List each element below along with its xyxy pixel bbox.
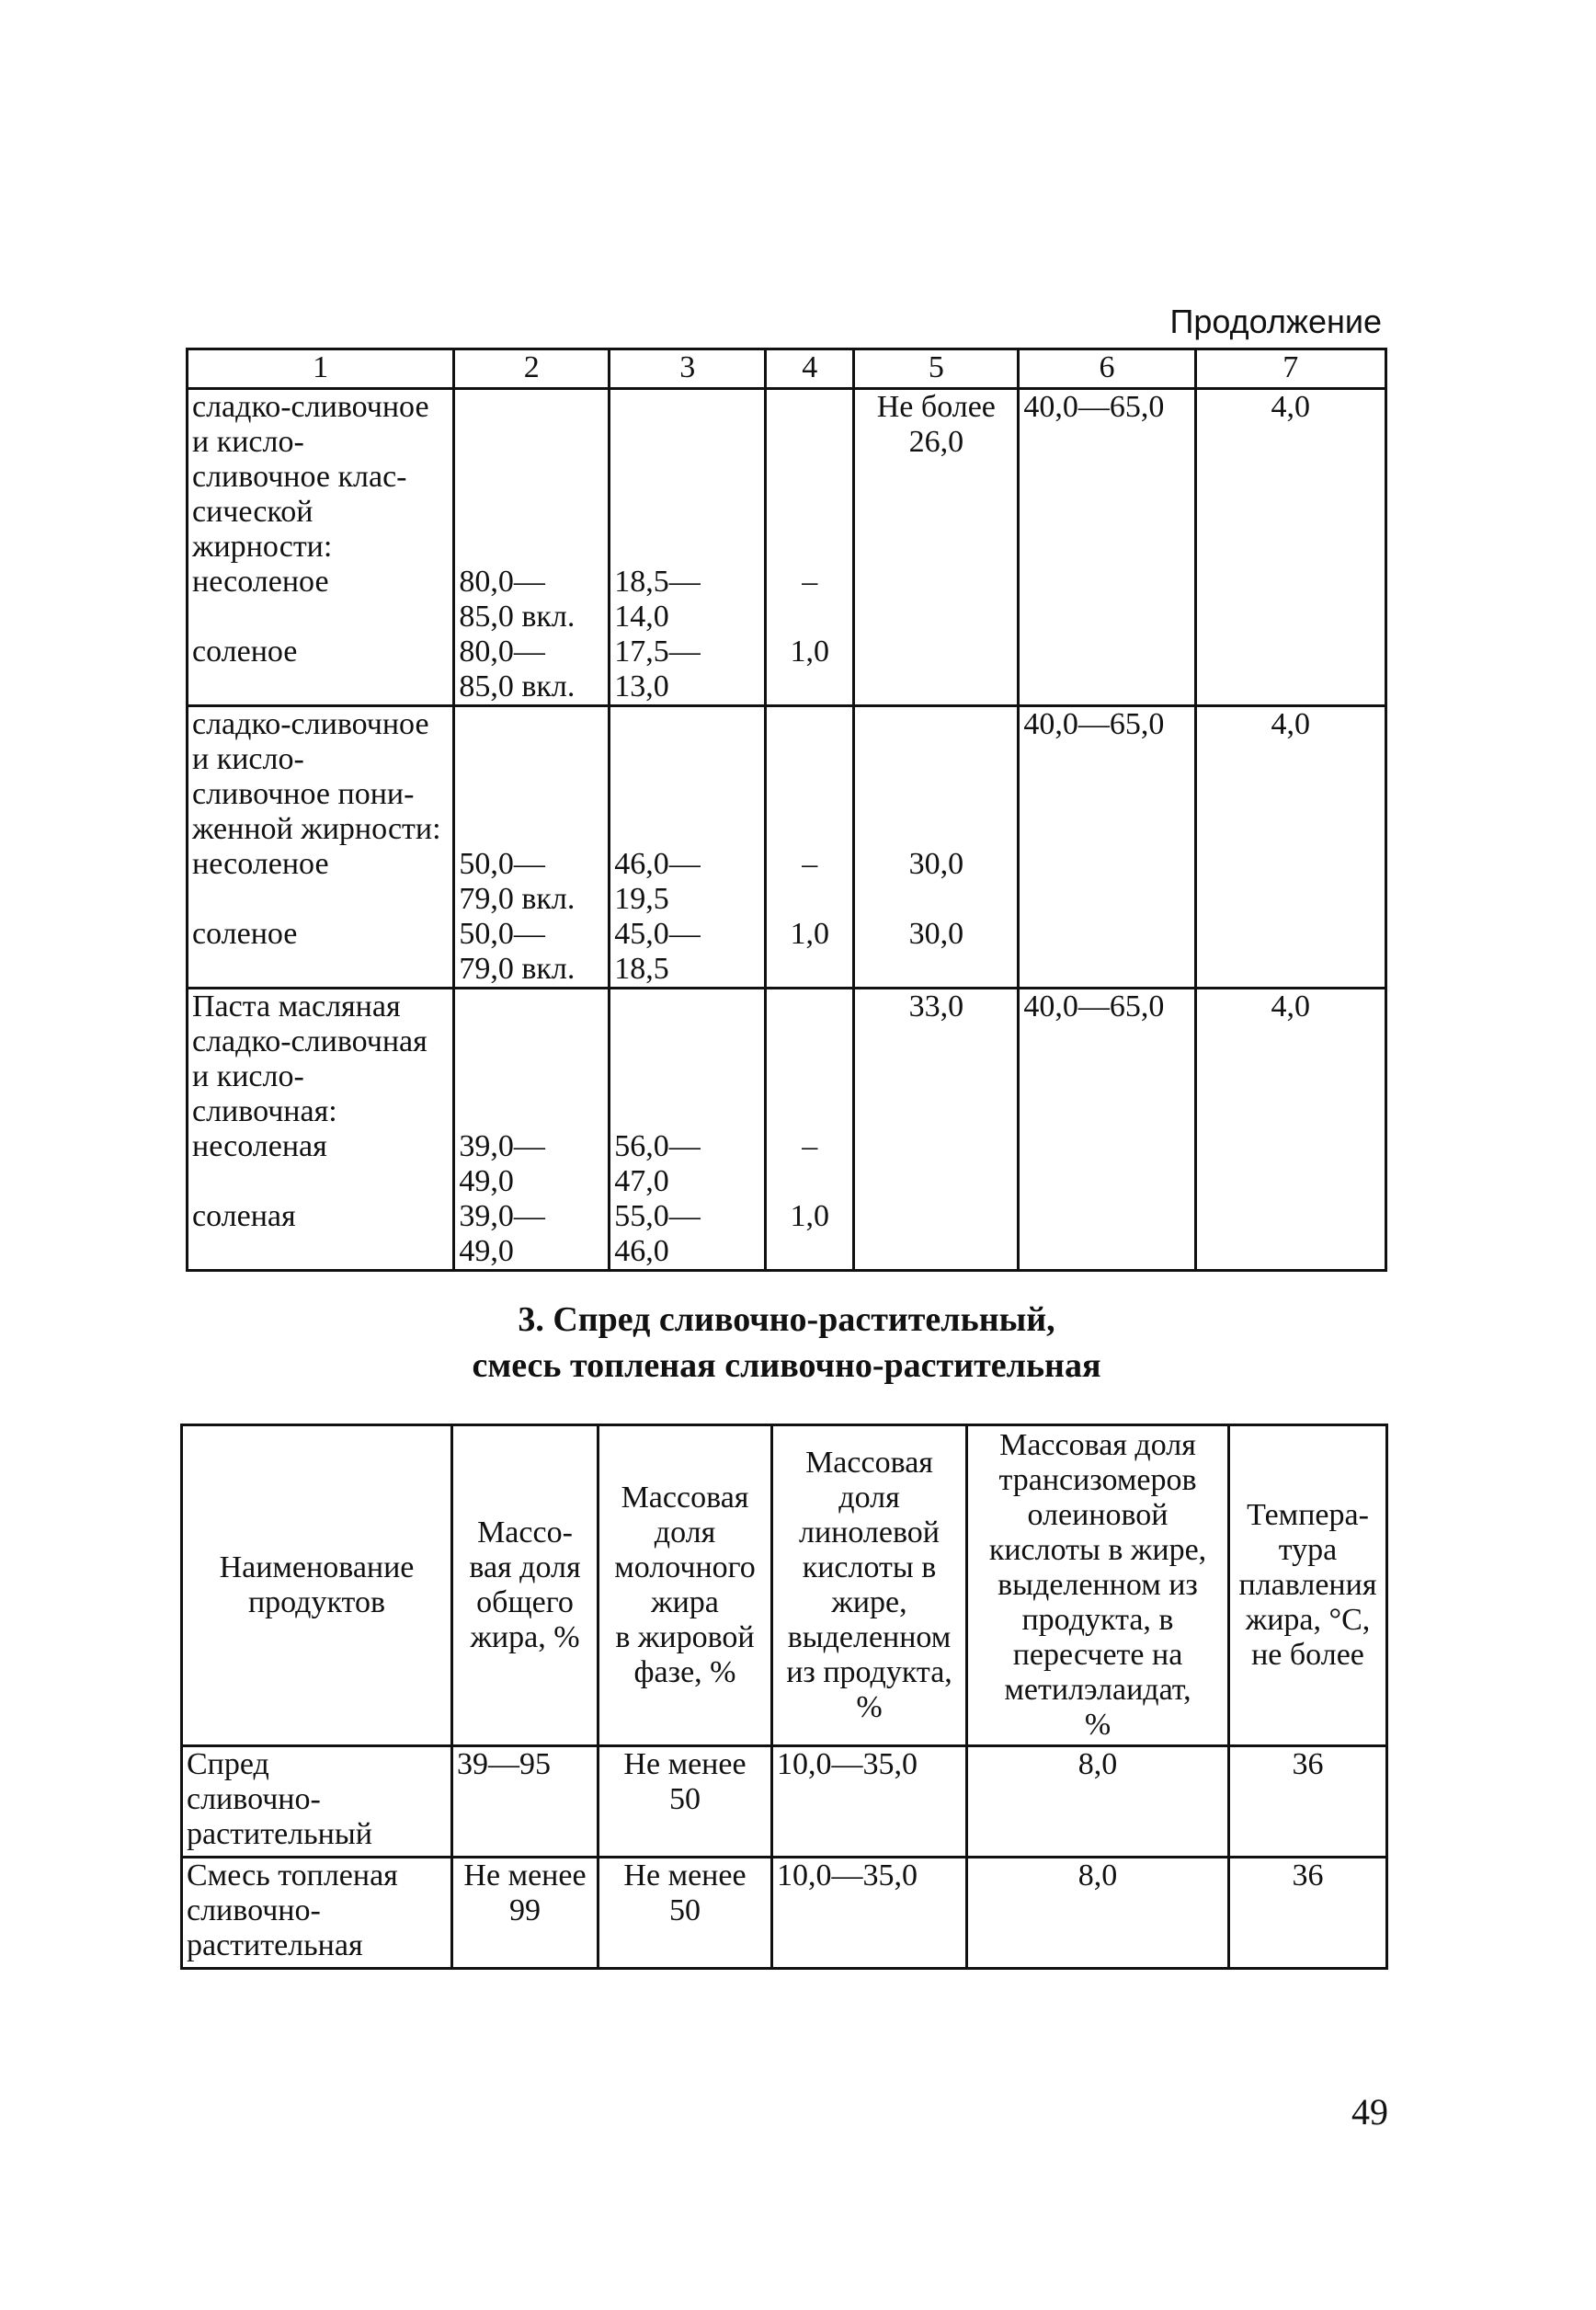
continuation-table <box>186 348 1387 1272</box>
variant-label: несоленое <box>192 565 329 599</box>
moisture-cell: 56,0— 47,0 55,0— 46,0 <box>610 989 766 1271</box>
col7-cell: 4,0 <box>1195 706 1385 989</box>
product-name-cell: сладко-сливочное и кисло- сливочное клас- сической жирности: несоленое соленое <box>188 389 454 706</box>
total-fat-cell: 39—95 <box>452 1746 598 1858</box>
col6-cell: 40,0—65,0 <box>1019 706 1195 989</box>
moisture-cell: 18,5— 14,0 17,5— 13,0 <box>610 389 766 706</box>
milk-fat-cell: Не менее 50 <box>598 1746 772 1858</box>
section-title: 3. Спред сливочно-растительный, смесь топленая сливочно-растительная <box>472 1300 1101 1385</box>
col6-cell: 40,0—65,0 <box>1019 389 1195 706</box>
column-header: 4 <box>766 349 854 389</box>
column-header: Массовая доля молочного жира в жировой фазе, % <box>598 1425 772 1746</box>
table-header-row <box>188 349 1386 389</box>
linoleic-cell: 10,0—35,0 <box>772 1858 967 1969</box>
variant-label: соленая <box>192 1199 296 1233</box>
column-header: Массо- вая доля общего жира, % <box>452 1425 598 1746</box>
continuation-label: Продолжение <box>1169 303 1382 340</box>
product-name-cell: Спред сливочно- растительный <box>182 1746 452 1858</box>
table-row <box>188 706 1386 989</box>
table-row <box>182 1746 1387 1858</box>
trans-isomers-cell: 8,0 <box>967 1746 1229 1858</box>
linoleic-cell: 10,0—35,0 <box>772 1746 967 1858</box>
salt-cell: – 1,0 <box>766 989 854 1271</box>
column-header: 5 <box>854 349 1019 389</box>
column-header: 7 <box>1195 349 1385 389</box>
column-header: 2 <box>454 349 610 389</box>
col6-cell: 40,0—65,0 <box>1019 989 1195 1271</box>
table-row <box>182 1858 1387 1969</box>
spread-table <box>180 1424 1388 1970</box>
fat-share-cell: 39,0— 49,0 39,0— 49,0 <box>454 989 610 1271</box>
salt-cell: – 1,0 <box>766 389 854 706</box>
table-row <box>188 389 1386 706</box>
col5-cell: Не более 26,0 <box>854 389 1019 706</box>
page-number: 49 <box>1351 2091 1388 2133</box>
variant-label: соленое <box>192 635 298 669</box>
column-header: Массовая доля трансизомеров олеиновой кислоты в жире, выделенном из продукта, в пересчете на метилэлаидат, % <box>967 1425 1229 1746</box>
variant-label: несоленая <box>192 1129 327 1163</box>
trans-isomers-cell: 8,0 <box>967 1858 1229 1969</box>
variant-label: соленое <box>192 917 298 951</box>
moisture-cell: 46,0— 19,5 45,0— 18,5 <box>610 706 766 989</box>
variant-label: несоленое <box>192 847 329 881</box>
salt-cell: – 1,0 <box>766 706 854 989</box>
col5-cell: 30,0 30,0 <box>854 706 1019 989</box>
table-header-row <box>182 1425 1387 1746</box>
column-header: Темпера- тура плавления жира, °С, не более <box>1229 1425 1387 1746</box>
total-fat-cell: Не менее 99 <box>452 1858 598 1969</box>
column-header: Массовая доля линолевой кислоты в жире, выделенном из продукта, % <box>772 1425 967 1746</box>
milk-fat-cell: Не менее 50 <box>598 1858 772 1969</box>
fat-share-cell: 50,0— 79,0 вкл. 50,0— 79,0 вкл. <box>454 706 610 989</box>
fat-share-cell: 80,0— 85,0 вкл. 80,0— 85,0 вкл. <box>454 389 610 706</box>
column-header: 6 <box>1019 349 1195 389</box>
column-header: 1 <box>188 349 454 389</box>
product-name-cell: Паста масляная сладко-сливочная и кисло- сливочная: несоленая соленая <box>188 989 454 1271</box>
melting-temp-cell: 36 <box>1229 1858 1387 1969</box>
column-header: 3 <box>610 349 766 389</box>
column-header: Наименование продуктов <box>182 1425 452 1746</box>
melting-temp-cell: 36 <box>1229 1746 1387 1858</box>
col5-cell: 33,0 <box>854 989 1019 1271</box>
table-row <box>188 989 1386 1271</box>
product-name-cell: Смесь топленая сливочно- растительная <box>182 1858 452 1969</box>
product-name-cell: сладко-сливочное и кисло- сливочное пони- женной жирности: несоленое соленое <box>188 706 454 989</box>
col7-cell: 4,0 <box>1195 989 1385 1271</box>
col7-cell: 4,0 <box>1195 389 1385 706</box>
